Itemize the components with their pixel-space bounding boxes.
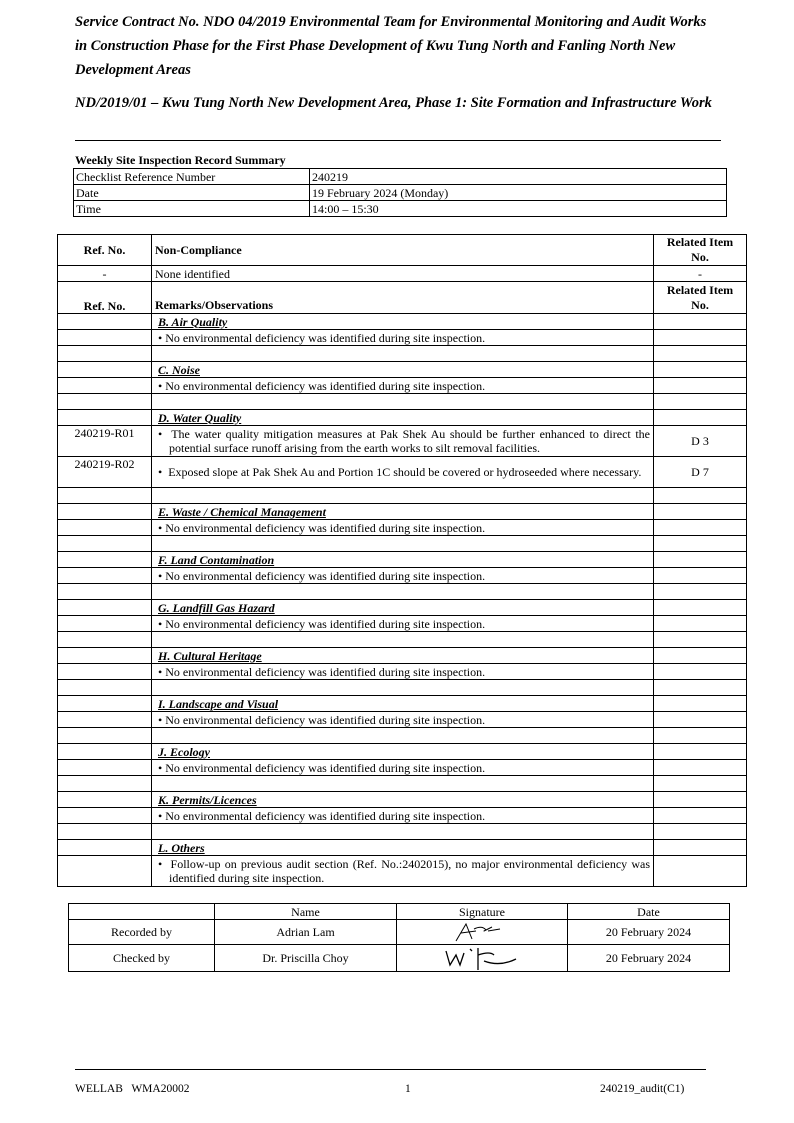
observation-ref: 240219-R01	[58, 426, 152, 457]
section-row	[58, 552, 747, 568]
section-title-land: F. Land Contamination	[152, 552, 654, 568]
signoff-row	[69, 945, 730, 972]
signoff-name: Dr. Priscilla Choy	[215, 945, 397, 972]
footer-left: WELLAB WMA20002	[75, 1083, 190, 1095]
remark-text: • No environmental deficiency was identified during site inspection.	[152, 520, 654, 536]
section-row	[58, 362, 747, 378]
nc-ref: -	[58, 266, 152, 282]
section-row	[58, 410, 747, 426]
blank-row	[58, 346, 747, 362]
inspection-table	[57, 234, 747, 887]
section-title-air: B. Air Quality	[152, 314, 654, 330]
remark-text: • No environmental deficiency was identified during site inspection.	[152, 712, 654, 728]
remark-row	[58, 616, 747, 632]
summary-row	[74, 201, 727, 217]
blank-row	[58, 394, 747, 410]
ref-no-header: Ref. No.	[58, 235, 152, 266]
section-row	[58, 600, 747, 616]
section-title-water: D. Water Quality	[152, 410, 654, 426]
section-row	[58, 840, 747, 856]
blank-row	[58, 632, 747, 648]
remark-row	[58, 664, 747, 680]
summary-row	[74, 169, 727, 185]
blank-row	[58, 536, 747, 552]
blank-row	[58, 584, 747, 600]
signature-image	[452, 921, 512, 943]
blank-row	[58, 824, 747, 840]
signoff-role: Recorded by	[69, 920, 215, 945]
summary-value: 14:00 – 15:30	[310, 201, 727, 217]
signature-checked	[397, 945, 568, 972]
remark-text: • No environmental deficiency was identified during site inspection.	[152, 330, 654, 346]
remark-row	[58, 520, 747, 536]
remark-row	[58, 378, 747, 394]
remark-text: • No environmental deficiency was identified during site inspection.	[152, 808, 654, 824]
related-item-header: Related Item No.	[654, 282, 747, 314]
signoff-date: 20 February 2024	[568, 920, 730, 945]
nc-item: -	[654, 266, 747, 282]
project-title: ND/2019/01 – Kwu Tung North New Development Area, Phase 1: Site Formation and Infrastructure Work	[75, 95, 712, 111]
remark-row	[58, 330, 747, 346]
footer-divider	[75, 1069, 706, 1070]
section-title-ecology: J. Ecology	[152, 744, 654, 760]
footer-right: 240219_audit(C1)	[600, 1083, 685, 1095]
section-row	[58, 792, 747, 808]
remark-text: • No environmental deficiency was identified during site inspection.	[152, 568, 654, 584]
noncompliance-row	[58, 266, 747, 282]
remark-text: • No environmental deficiency was identified during site inspection.	[152, 664, 654, 680]
summary-row	[74, 185, 727, 201]
section-title-landscape: I. Landscape and Visual	[152, 696, 654, 712]
remarks-header: Remarks/Observations	[152, 282, 654, 314]
remark-text: • No environmental deficiency was identified during site inspection.	[152, 760, 654, 776]
blank-row	[58, 488, 747, 504]
observation-text: • The water quality mitigation measures at Pak Shek Au should be further enhanced to direct the potential surface runoff arising from the earth works to silt removal facilities.	[152, 426, 654, 457]
summary-value: 240219	[310, 169, 727, 185]
signature-recorded	[397, 920, 568, 945]
related-item-header: Related Item No.	[654, 235, 747, 266]
blank-row	[58, 680, 747, 696]
observation-text: • Exposed slope at Pak Shek Au and Portion 1C should be covered or hydroseeded where necessary.	[152, 457, 654, 488]
summary-value: 19 February 2024 (Monday)	[310, 185, 727, 201]
signoff-date: 20 February 2024	[568, 945, 730, 972]
contract-title: Service Contract No. NDO 04/2019 Environmental Team for Environmental Monitoring and Audit Works in Construction Phase for the First Phase Development of Kwu Tung North and Fanling North New Development Areas	[75, 14, 707, 78]
observation-item: D 7	[654, 457, 747, 488]
remark-row	[58, 712, 747, 728]
noncompliance-header-row	[58, 235, 747, 266]
remark-row	[58, 856, 747, 887]
section-row	[58, 744, 747, 760]
remarks-header-row	[58, 282, 747, 314]
ref-no-header: Ref. No.	[58, 282, 152, 314]
remark-text: • No environmental deficiency was identified during site inspection.	[152, 378, 654, 394]
section-row	[58, 696, 747, 712]
remark-row	[58, 808, 747, 824]
remark-row	[58, 568, 747, 584]
section-title-landfill: G. Landfill Gas Hazard	[152, 600, 654, 616]
page-number: 1	[405, 1083, 411, 1095]
signoff-name: Adrian Lam	[215, 920, 397, 945]
section-row	[58, 648, 747, 664]
remark-row	[58, 760, 747, 776]
signoff-role: Checked by	[69, 945, 215, 972]
observation-item: D 3	[654, 426, 747, 457]
summary-table	[73, 168, 727, 217]
header-divider	[75, 140, 721, 141]
signoff-row	[69, 920, 730, 945]
signoff-table	[68, 903, 730, 972]
summary-label: Date	[74, 185, 310, 201]
section-title-noise: C. Noise	[152, 362, 654, 378]
noncompliance-header: Non-Compliance	[152, 235, 654, 266]
signoff-header-row	[69, 904, 730, 920]
remark-text: • Follow-up on previous audit section (Ref. No.:2402015), no major environmental deficiency was identified during site inspection.	[152, 856, 654, 887]
section-title-others: L. Others	[152, 840, 654, 856]
summary-label: Checklist Reference Number	[74, 169, 310, 185]
observation-ref: 240219-R02	[58, 457, 152, 488]
blank-row	[58, 776, 747, 792]
blank-row	[58, 728, 747, 744]
signature-image	[442, 945, 522, 971]
date-header: Date	[568, 904, 730, 920]
summary-label: Time	[74, 201, 310, 217]
section-title-cultural: H. Cultural Heritage	[152, 648, 654, 664]
signature-header: Signature	[397, 904, 568, 920]
section-title-permits: K. Permits/Licences	[152, 792, 654, 808]
observation-row	[58, 457, 747, 488]
nc-text: None identified	[152, 266, 654, 282]
section-title-waste: E. Waste / Chemical Management	[152, 504, 654, 520]
summary-title: Weekly Site Inspection Record Summary	[75, 153, 286, 167]
observation-row	[58, 426, 747, 457]
section-row	[58, 314, 747, 330]
name-header: Name	[215, 904, 397, 920]
remark-text: • No environmental deficiency was identified during site inspection.	[152, 616, 654, 632]
section-row	[58, 504, 747, 520]
